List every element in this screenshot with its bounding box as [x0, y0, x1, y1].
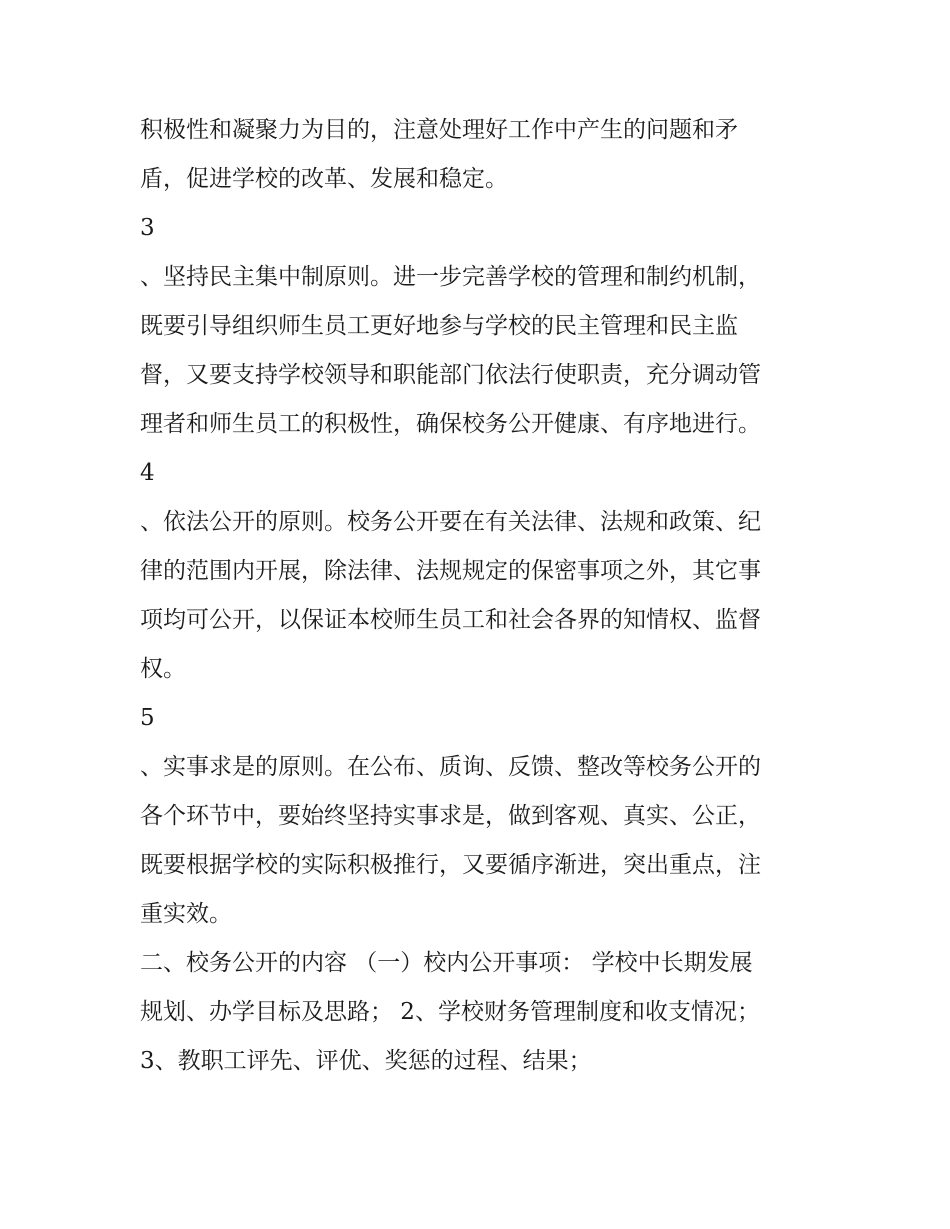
- text-line: 、实事求是的原则。在公布、质询、反馈、整改等校务公开的: [140, 754, 761, 780]
- text-line: 重实效。: [140, 901, 232, 927]
- item-number: 5: [140, 705, 155, 731]
- text-line: 、依法公开的原则。校务公开要在有关法律、法规和政策、纪: [140, 509, 761, 535]
- text-line: 督，又要支持学校领导和职能部门依法行使职责，充分调动管: [140, 362, 761, 388]
- item-number: 3: [140, 215, 155, 241]
- text-line: 项均可公开，以保证本校师生员工和社会各界的知情权、监督: [140, 607, 761, 633]
- document-body: [140, 106, 820, 1086]
- text-line: 积极性和凝聚力为目的，注意处理好工作中产生的问题和矛: [140, 117, 738, 143]
- text-line: 规划、办学目标及思路； 2、学校财务管理制度和收支情况；: [140, 999, 760, 1025]
- text-line: 既要引导组织师生员工更好地参与学校的民主管理和民主监: [140, 313, 738, 339]
- text-line: 3、教职工评先、评优、奖惩的过程、结果；: [140, 1048, 592, 1074]
- text-line: 各个环节中，要始终坚持实事求是，做到客观、真实、公正，: [140, 803, 761, 829]
- text-line: 理者和师生员工的积极性，确保校务公开健康、有序地进行。: [140, 411, 761, 437]
- text-line: 既要根据学校的实际积极推行，又要循序渐进，突出重点，注: [140, 852, 761, 878]
- text-line: 盾，促进学校的改革、发展和稳定。: [140, 166, 508, 192]
- text-line: 、坚持民主集中制原则。进一步完善学校的管理和制约机制，: [140, 264, 761, 290]
- section-heading-line: 二、校务公开的内容 （一）校内公开事项： 学校中长期发展: [140, 950, 753, 976]
- text-line: 律的范围内开展，除法律、法规规定的保密事项之外，其它事: [140, 558, 761, 584]
- text-line: 权。: [140, 656, 186, 682]
- item-number: 4: [140, 460, 155, 486]
